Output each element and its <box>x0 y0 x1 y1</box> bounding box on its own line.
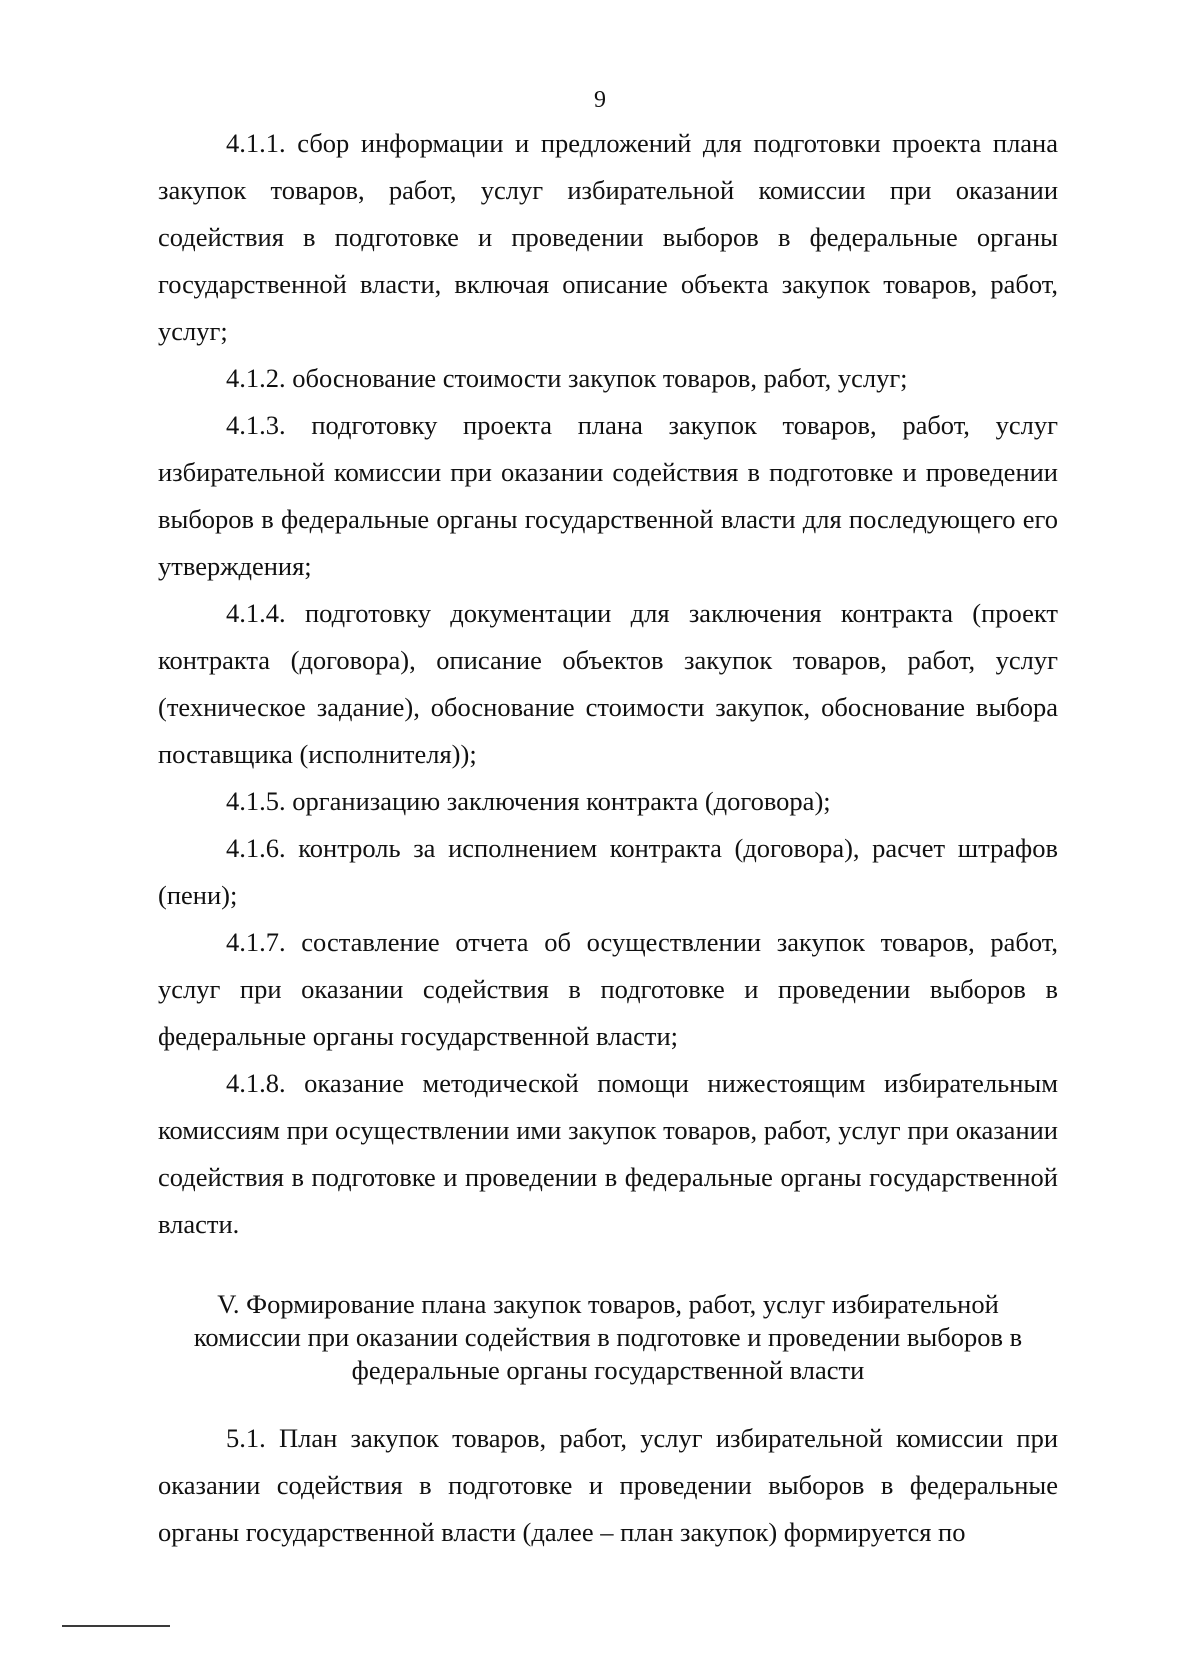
paragraph-5-1: 5.1. План закупок товаров, работ, услуг избирательной комиссии при оказании содействия в подготовке и проведении выборов в федеральные органы государственной власти (далее – план закупок) формируется по <box>158 1423 1058 1547</box>
paragraph-4-1-7: 4.1.7. составление отчета об осуществлении закупок товаров, работ, услуг при оказании содействия в подготовке и проведении выборов в федеральные органы государственной власти; <box>158 927 1058 1051</box>
document-body <box>158 120 1058 1556</box>
paragraph-4-1-3: 4.1.3. подготовку проекта плана закупок товаров, работ, услуг избирательной комиссии при оказании содействия в подготовке и проведении выборов в федеральные органы государственной власти для последующего его утверждения; <box>158 410 1058 581</box>
paragraph-4-1-1: 4.1.1. сбор информации и предложений для подготовки проекта плана закупок товаров, работ, услуг избирательной комиссии при оказании содействия в подготовке и проведении выборов в федеральные органы государственной власти, включая описание объекта закупок товаров, работ, услуг; <box>158 128 1058 346</box>
paragraph-4-1-8: 4.1.8. оказание методической помощи нижестоящим избирательным комиссиям при осуществлении ими закупок товаров, работ, услуг при оказании содействия в подготовке и проведении в федеральные органы государственной власти. <box>158 1068 1058 1239</box>
footnote-divider <box>62 1625 170 1627</box>
page-number: 9 <box>594 87 606 113</box>
paragraph-4-1-5: 4.1.5. организацию заключения контракта (договора); <box>226 786 831 816</box>
paragraph-4-1-2: 4.1.2. обоснование стоимости закупок товаров, работ, услуг; <box>226 363 908 393</box>
paragraph-4-1-4: 4.1.4. подготовку документации для заключения контракта (проект контракта (договора), описание объектов закупок товаров, работ, услуг (техническое задание), обоснование стоимости закупок, обоснование выбора поставщика (исполнителя)); <box>158 598 1058 769</box>
paragraph-4-1-6: 4.1.6. контроль за исполнением контракта (договора), расчет штрафов (пени); <box>158 833 1058 910</box>
section-heading: V. Формирование плана закупок товаров, работ, услуг избирательной комиссии при оказании содействия в подготовке и проведении выборов в федеральные органы государственной власти <box>193 1289 1023 1385</box>
